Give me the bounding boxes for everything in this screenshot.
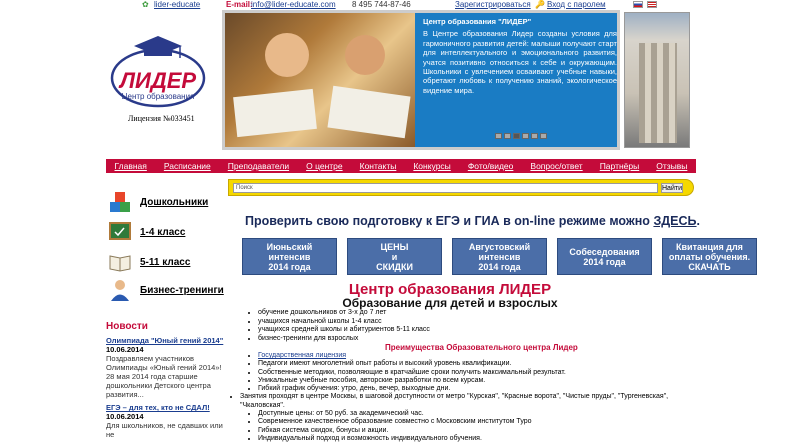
logo[interactable] [108, 30, 208, 125]
check-end: . [696, 214, 701, 228]
list-item: • Доступные цены: от 50 руб. за академический час. [258, 410, 698, 418]
list-item: • бизнес-тренинги для взрослых [258, 335, 430, 344]
banner-title: Центр образования "ЛИДЕР" [423, 17, 532, 26]
banner-slider[interactable] [222, 10, 620, 150]
nav-grades-5-11-label: 5-11 класс [140, 256, 191, 268]
news-date: 10.06.2014 [106, 345, 144, 354]
news-title[interactable]: Олимпиада "Юный гений 2014" [106, 336, 224, 345]
nav-grades-1-4-label: 1-4 класс [140, 226, 186, 238]
june-intensive-button[interactable] [242, 238, 337, 275]
list-item: • Педагоги имеют многолетний опыт работы и высокий уровень квалификации. [258, 360, 698, 368]
button-line: СКАЧАТЬ [688, 261, 731, 272]
person-icon [108, 278, 132, 302]
nav-grades-1-4[interactable] [108, 220, 185, 244]
email-link[interactable]: info@lider-educate.com [251, 0, 336, 9]
list-item: • Современное качественное образование совместно с Московским институтом Туро [258, 418, 698, 426]
advantages-list [240, 352, 698, 443]
slider-dot[interactable] [504, 133, 511, 139]
cubes-icon [108, 190, 132, 214]
button-line: 2014 года [268, 261, 311, 272]
banner-text: В Центре образования Лидер созданы условия для гармоничного развития детей: малыши получают старт для интеллектуального и эмоционального развития, учатся позитивно относиться к себе и окружающим. Школьники с увлечением осваивают учебные навыки, обретают любовь к получению знаний, экологическое видение мира. [423, 29, 617, 95]
menu-item-partners[interactable]: Партнёры [599, 161, 640, 171]
logo-subtitle: Центр образования [121, 92, 195, 101]
flag-en-icon[interactable] [647, 1, 657, 8]
nav-business[interactable] [108, 278, 224, 302]
building-photo [624, 12, 690, 148]
audience-list [258, 309, 430, 343]
button-line: и [391, 251, 398, 262]
check-here-link[interactable]: ЗДЕСЬ [653, 214, 697, 228]
search-bar [228, 179, 694, 196]
list-item: • Занятия проходят в центре Москвы, в шаговой доступности от метро "Курская", "Красные ворота", "Чистые пруды", "Тургеневская", "Чкаловская". [240, 393, 698, 410]
book-icon [108, 250, 132, 274]
nav-business-label: Бизнес-тренинги [140, 284, 224, 296]
slider-dot[interactable] [522, 133, 529, 139]
list-item: • учащихся средней школы и абитуриентов 5-11 класс [258, 326, 430, 335]
news-date: 10.06.2014 [106, 412, 144, 421]
list-item: • Гибкая система скидок, бонусы и акции. [258, 427, 698, 435]
slider-dots [495, 133, 547, 139]
nav-preschool-label: Дошкольники [140, 196, 209, 208]
main-menu [106, 159, 696, 173]
email-label: E-mail: [226, 0, 253, 9]
button-line: СКИДКИ [376, 261, 413, 272]
menu-item-about[interactable]: О центре [306, 161, 343, 171]
students-photo [225, 13, 415, 147]
slider-dot[interactable] [540, 133, 547, 139]
page-subtitle: Образование для детей и взрослых [342, 296, 558, 310]
menu-item-reviews[interactable]: Отзывы [656, 161, 688, 171]
news-block [106, 322, 226, 443]
interviews-button[interactable] [557, 238, 652, 275]
key-icon: 🔑 [535, 0, 545, 9]
nav-grades-5-11[interactable] [108, 250, 190, 274]
license-text: Лицензия №033451 [128, 114, 195, 123]
search-input[interactable]: Поиск [233, 183, 658, 193]
news-text: Для школьников, не сдавших или не [106, 421, 223, 439]
prices-button[interactable] [347, 238, 442, 275]
menu-item-home[interactable]: Главная [114, 161, 147, 171]
phone: 8 495 744-87-46 [352, 0, 411, 9]
button-line: ЦЕНЫ [380, 241, 409, 252]
slider-dot[interactable] [513, 133, 520, 139]
advantages-heading: Преимущества Образовательного центра Лидер [385, 343, 578, 352]
august-intensive-button[interactable] [452, 238, 547, 275]
page-title: Центр образования ЛИДЕР [348, 281, 552, 298]
news-title[interactable]: ЕГЭ – для тех, кто не СДАЛ! [106, 403, 210, 412]
action-buttons [242, 238, 757, 275]
button-line: интенсив [268, 251, 311, 262]
list-item: • Уникальные учебные пособия, авторские разработки по всем курсам. [258, 377, 698, 385]
button-line: оплаты обучения. [668, 251, 751, 262]
menu-item-contacts[interactable]: Контакты [359, 161, 397, 171]
menu-item-contests[interactable]: Конкурсы [413, 161, 451, 171]
slider-dot[interactable] [531, 133, 538, 139]
news-heading: Новости [106, 321, 148, 332]
menu-item-teachers[interactable]: Преподаватели [227, 161, 290, 171]
button-line: 2014 года [583, 256, 626, 267]
list-item: • учащихся начальной школы 1-4 класс [258, 318, 430, 327]
register-link[interactable]: Зарегистрироваться [455, 0, 531, 9]
button-line: интенсив [478, 251, 521, 262]
banner-description [423, 17, 617, 95]
list-item: • Индивидуальный подход и возможность индивидуального обучения. [258, 435, 698, 443]
list-item: • Гибкий график обучения: утро, день, вечер, выходные дни. [258, 385, 698, 393]
login-link[interactable]: Вход с паролем [547, 0, 606, 9]
menu-item-faq[interactable]: Вопрос/ответ [530, 161, 583, 171]
button-line: 2014 года [478, 261, 521, 272]
flag-ru-icon[interactable] [633, 1, 643, 8]
button-line: Июньский [266, 241, 313, 252]
menu-item-media[interactable]: Фото/видео [467, 161, 514, 171]
online-check-text [245, 214, 701, 228]
logo-name: ЛИДЕР [119, 68, 197, 93]
search-button[interactable]: Найти [662, 185, 682, 192]
chalkboard-icon [108, 220, 132, 244]
button-line: Квитанция для [676, 241, 743, 252]
nav-preschool[interactable] [108, 190, 208, 214]
receipt-download-button[interactable] [662, 238, 757, 275]
check-text: Проверить свою подготовку к ЕГЭ и ГИА в on-line режиме можно [245, 214, 650, 228]
leaf-icon: ✿ [142, 0, 149, 9]
site-link[interactable]: lider-educate [154, 0, 201, 9]
list-item: • обучение дошкольников от 3-х до 7 лет [258, 309, 430, 318]
news-text: Поздравляем участников Олимпиады «Юный гений 2014»! 28 мая 2014 года старшие дошкольники Детского центра развития... [106, 354, 222, 399]
list-item: • Собственные методики, позволяющие в кратчайшие сроки получить максимальный результат. [258, 369, 698, 377]
slider-dot[interactable] [495, 133, 502, 139]
button-line: Августовский [468, 241, 531, 252]
button-line: Собеседования [569, 246, 640, 257]
license-link[interactable]: Государственная лицензия [258, 352, 347, 359]
menu-item-schedule[interactable]: Расписание [163, 161, 211, 171]
